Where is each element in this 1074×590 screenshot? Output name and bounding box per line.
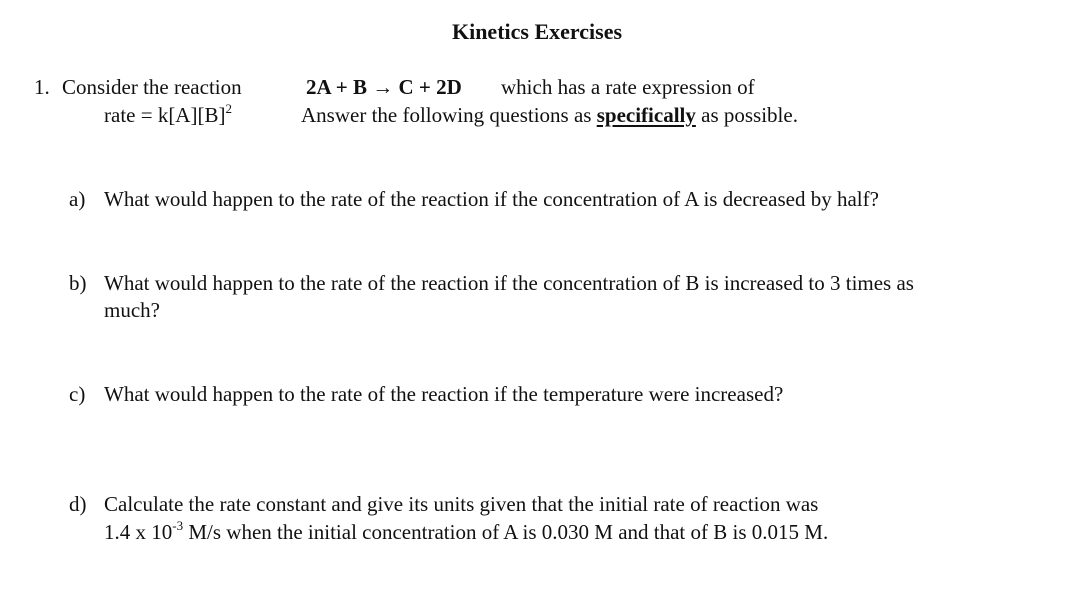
- question-d-exponent: -3: [172, 518, 184, 533]
- question-d-text-line1: Calculate the rate constant and give its units given that the initial rate of reaction was: [104, 492, 819, 516]
- instruction: [301, 103, 798, 128]
- rate-expression-base: rate = k[A][B]: [104, 103, 226, 127]
- instruction-emphasis: specifically: [596, 103, 696, 127]
- page-title: Kinetics Exercises: [451, 19, 623, 44]
- rate-expression-exponent: 2: [225, 101, 232, 116]
- question-b-text-line2: much?: [104, 298, 160, 322]
- question-a-text: What would happen to the rate of the reaction if the concentration of A is decreased by half?: [104, 187, 879, 211]
- rate-expression: [104, 103, 232, 128]
- instruction-post: as possible.: [701, 103, 798, 127]
- question-d-text-rest: M/s when the initial concentration of A is 0.030 M and that of B is 0.015 M.: [183, 520, 829, 544]
- reaction-equation: 2A + B → C + 2D: [306, 75, 462, 99]
- question-c-text: What would happen to the rate of the reaction if the temperature were increased?: [104, 382, 784, 406]
- question-b-letter: b): [69, 271, 87, 295]
- problem-intro: Consider the reaction: [62, 75, 242, 99]
- question-d-text-line2: [104, 520, 828, 545]
- question-b-text-line1: What would happen to the rate of the reaction if the concentration of B is increased to 3 times as: [104, 271, 914, 295]
- question-a-letter: a): [69, 187, 86, 211]
- question-c-letter: c): [69, 382, 86, 406]
- problem-number: 1.: [34, 75, 50, 99]
- question-d-value: 1.4 x 10: [104, 520, 173, 544]
- question-d-letter: d): [69, 492, 87, 516]
- reaction-tail: which has a rate expression of: [501, 75, 755, 99]
- instruction-pre: Answer the following questions as: [301, 103, 592, 127]
